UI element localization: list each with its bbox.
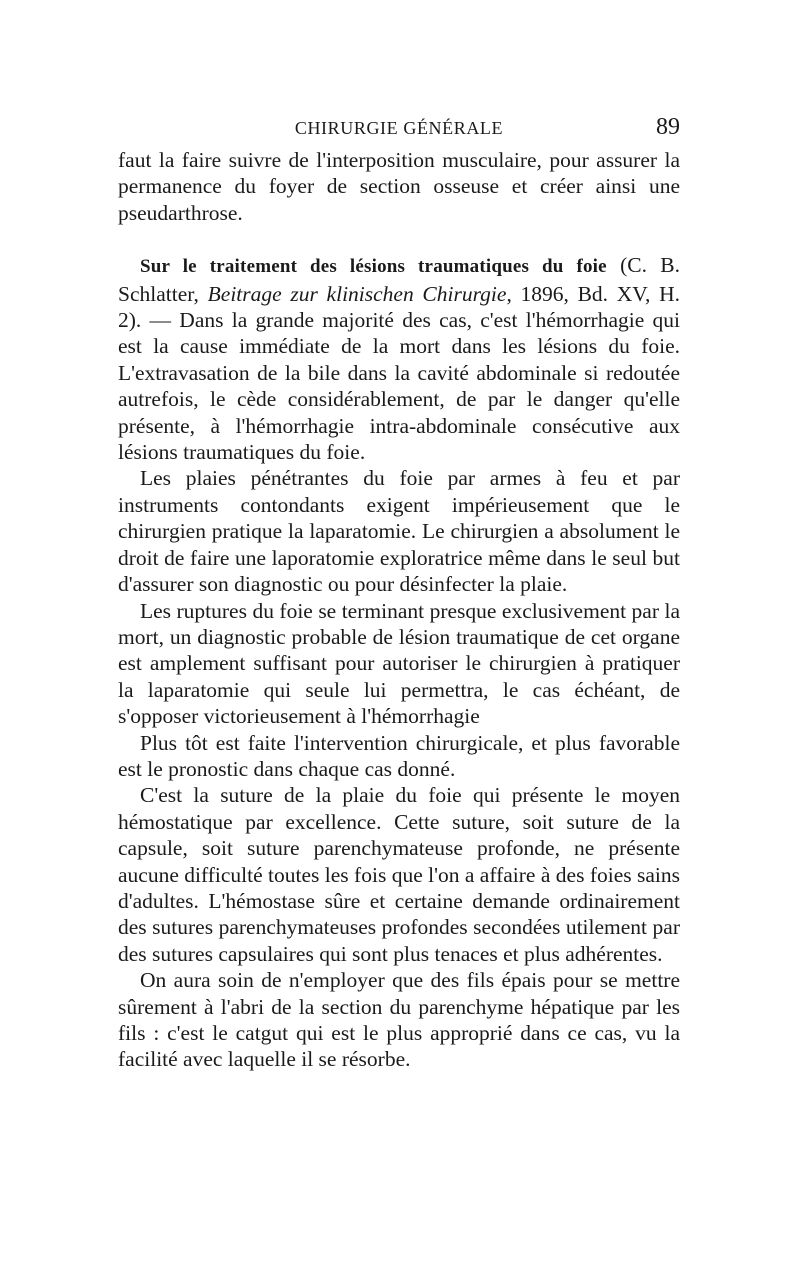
paragraph: Les plaies pénétrantes du foie par armes à feu et par instruments contondants exigent impérieusement que le chirurgien pratique la laparatomie. Le chirurgien a absolument le droit de faire une laporatomie exploratrice même dans le seul but d'assurer son diagnostic ou pour désinfecter la plaie. <box>118 466 680 597</box>
running-title: CHIRURGIE GÉNÉRALE <box>294 118 504 138</box>
paragraph-text: , 1896, Bd. XV, H. 2). — Dans la grande majorité des cas, c'est l'hémorrhagie qui est la cause immédiate de la mort dans les lésions du foie. L'extravasation de la bile dans la cavité abdominale si redoutée autrefois, le cède considérablement, de par le danger qu'elle présente, à l'hémorrhagie intra-abdominale consécutive aux lésions traumatiques du foie. <box>118 281 681 465</box>
page-number: 89 <box>656 114 680 140</box>
section-heading: Sur le traitement des lésions traumatiques du foie <box>140 256 607 278</box>
paragraph: C'est la suture de la plaie du foie qui présente le moyen hémostatique par excellence. Cette suture, soit suture de la capsule, soit suture parenchymateuse profonde, ne présente aucune difficulté toutes les fois que l'on a affaire à des foies sains d'adultes. L'hémostase sûre et certaine demande ordinairement des sutures parenchymateuses profondes secondées utilement par des sutures capsulaires qui sont plus tenaces et plus adhérentes. <box>118 783 680 966</box>
body-text <box>118 147 680 1073</box>
reference-start: (C. B. Schlatter, <box>118 253 680 306</box>
running-head <box>118 114 680 144</box>
paragraph: Les ruptures du foie se terminant presque exclusivement par la mort, un diagnostic probable de lésion traumatique de cet organe est amplement suffisant pour autoriser le chirurgien à pratiquer la laparatomie qui seule lui permettra, le cas échéant, de s'opposer victorieusement à l'hémorrhagie <box>118 598 680 729</box>
paragraph: Plus tôt est faite l'intervention chirurgicale, et plus favorable est le pronostic dans chaque cas donné. <box>118 730 680 781</box>
paragraph: On aura soin de n'employer que des fils épais pour se mettre sûrement à l'abri de la section du parenchyme hépatique par les fils : c'est le catgut qui est le plus approprié dans ce cas, vu la facilité avec laquelle il se résorbe. <box>118 968 680 1072</box>
paragraph-section-start <box>118 252 680 465</box>
paragraph-continuation: faut la faire suivre de l'interposition musculaire, pour assurer la permanence du foyer de section osseuse et créer ainsi une pseudarthrose. <box>118 148 680 225</box>
reference-journal-title: Beitrage zur klinischen Chirurgie <box>207 281 507 306</box>
